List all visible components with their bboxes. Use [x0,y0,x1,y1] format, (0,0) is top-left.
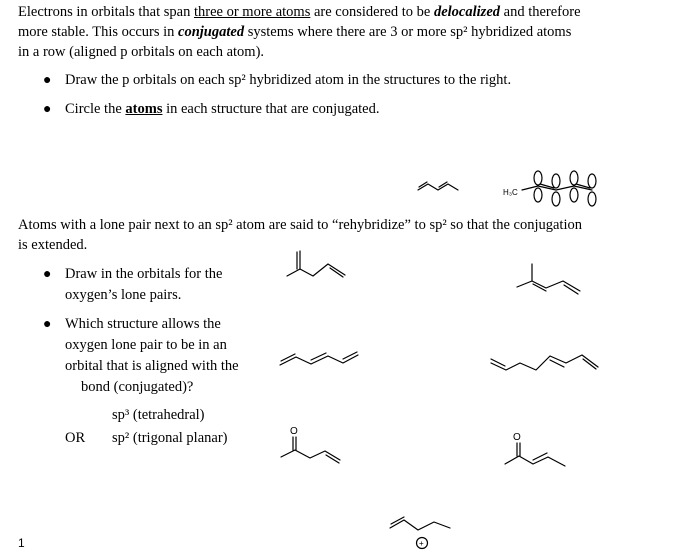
delocalized-emphasis: delocalized [433,4,501,20]
bullet-draw-oxygen-orbitals: ● Draw in the orbitals for the oxygen’s lone pairs. [43,266,223,303]
choice-or-label: OR [65,430,86,446]
choice-sp2: sp² (trigonal planar) [112,430,228,446]
allyl-cation [390,517,450,549]
oxygen-label: O [513,432,521,443]
bullet-dot: ● [43,267,52,282]
triene-right [491,355,598,370]
bullet-draw-p-orbitals: ● Draw the p orbitals on each sp² hybridized atom in the structures to the right. [65,70,511,91]
oxygen-label: O [290,426,298,437]
intro-line-2: more stable. This occurs in conjugated systems where there are 3 or more sp² hybridized atoms [18,24,572,40]
branched-diene-right [517,264,580,294]
page-number: 1 [18,536,25,550]
butadiene-structure [418,182,458,190]
triene-left [280,352,358,365]
bullet-dot: ● [43,317,52,332]
bullet-dot: ● [43,73,52,88]
enone-left [281,426,340,463]
choice-sp3: sp³ (tetrahedral) [112,407,205,423]
bullet-circle-atoms: ● Circle the atoms in each structure that are conjugated. [65,99,379,120]
h3c-label: H₃C [503,188,518,197]
three-atoms-underlined: three or more atoms [193,4,311,20]
enone-right [505,432,565,466]
intro-line-3: in a row (aligned p orbitals on each atom). [18,44,265,60]
atoms-emphasis: atoms [125,101,163,117]
allyl-orbital-structure [503,171,596,206]
section2-line-1: Atoms with a lone pair next to an sp² atom are said to “rehybridize” to sp² so that the conjugation [18,217,582,233]
bullet-which-structure: ● Which structure allows the oxygen lone pair to be in an orbital that is aligned with the bond (conjugated)? [43,316,239,395]
plus-label: + [419,539,424,548]
section2-line-2: is extended. [18,237,88,253]
intro-line-1: Electrons in orbitals that span three or more atoms are considered to be delocalized and therefore [18,4,581,20]
conjugated-emphasis: conjugated [178,24,245,40]
branched-diene-left [287,251,345,277]
bullet-dot: ● [43,102,52,117]
